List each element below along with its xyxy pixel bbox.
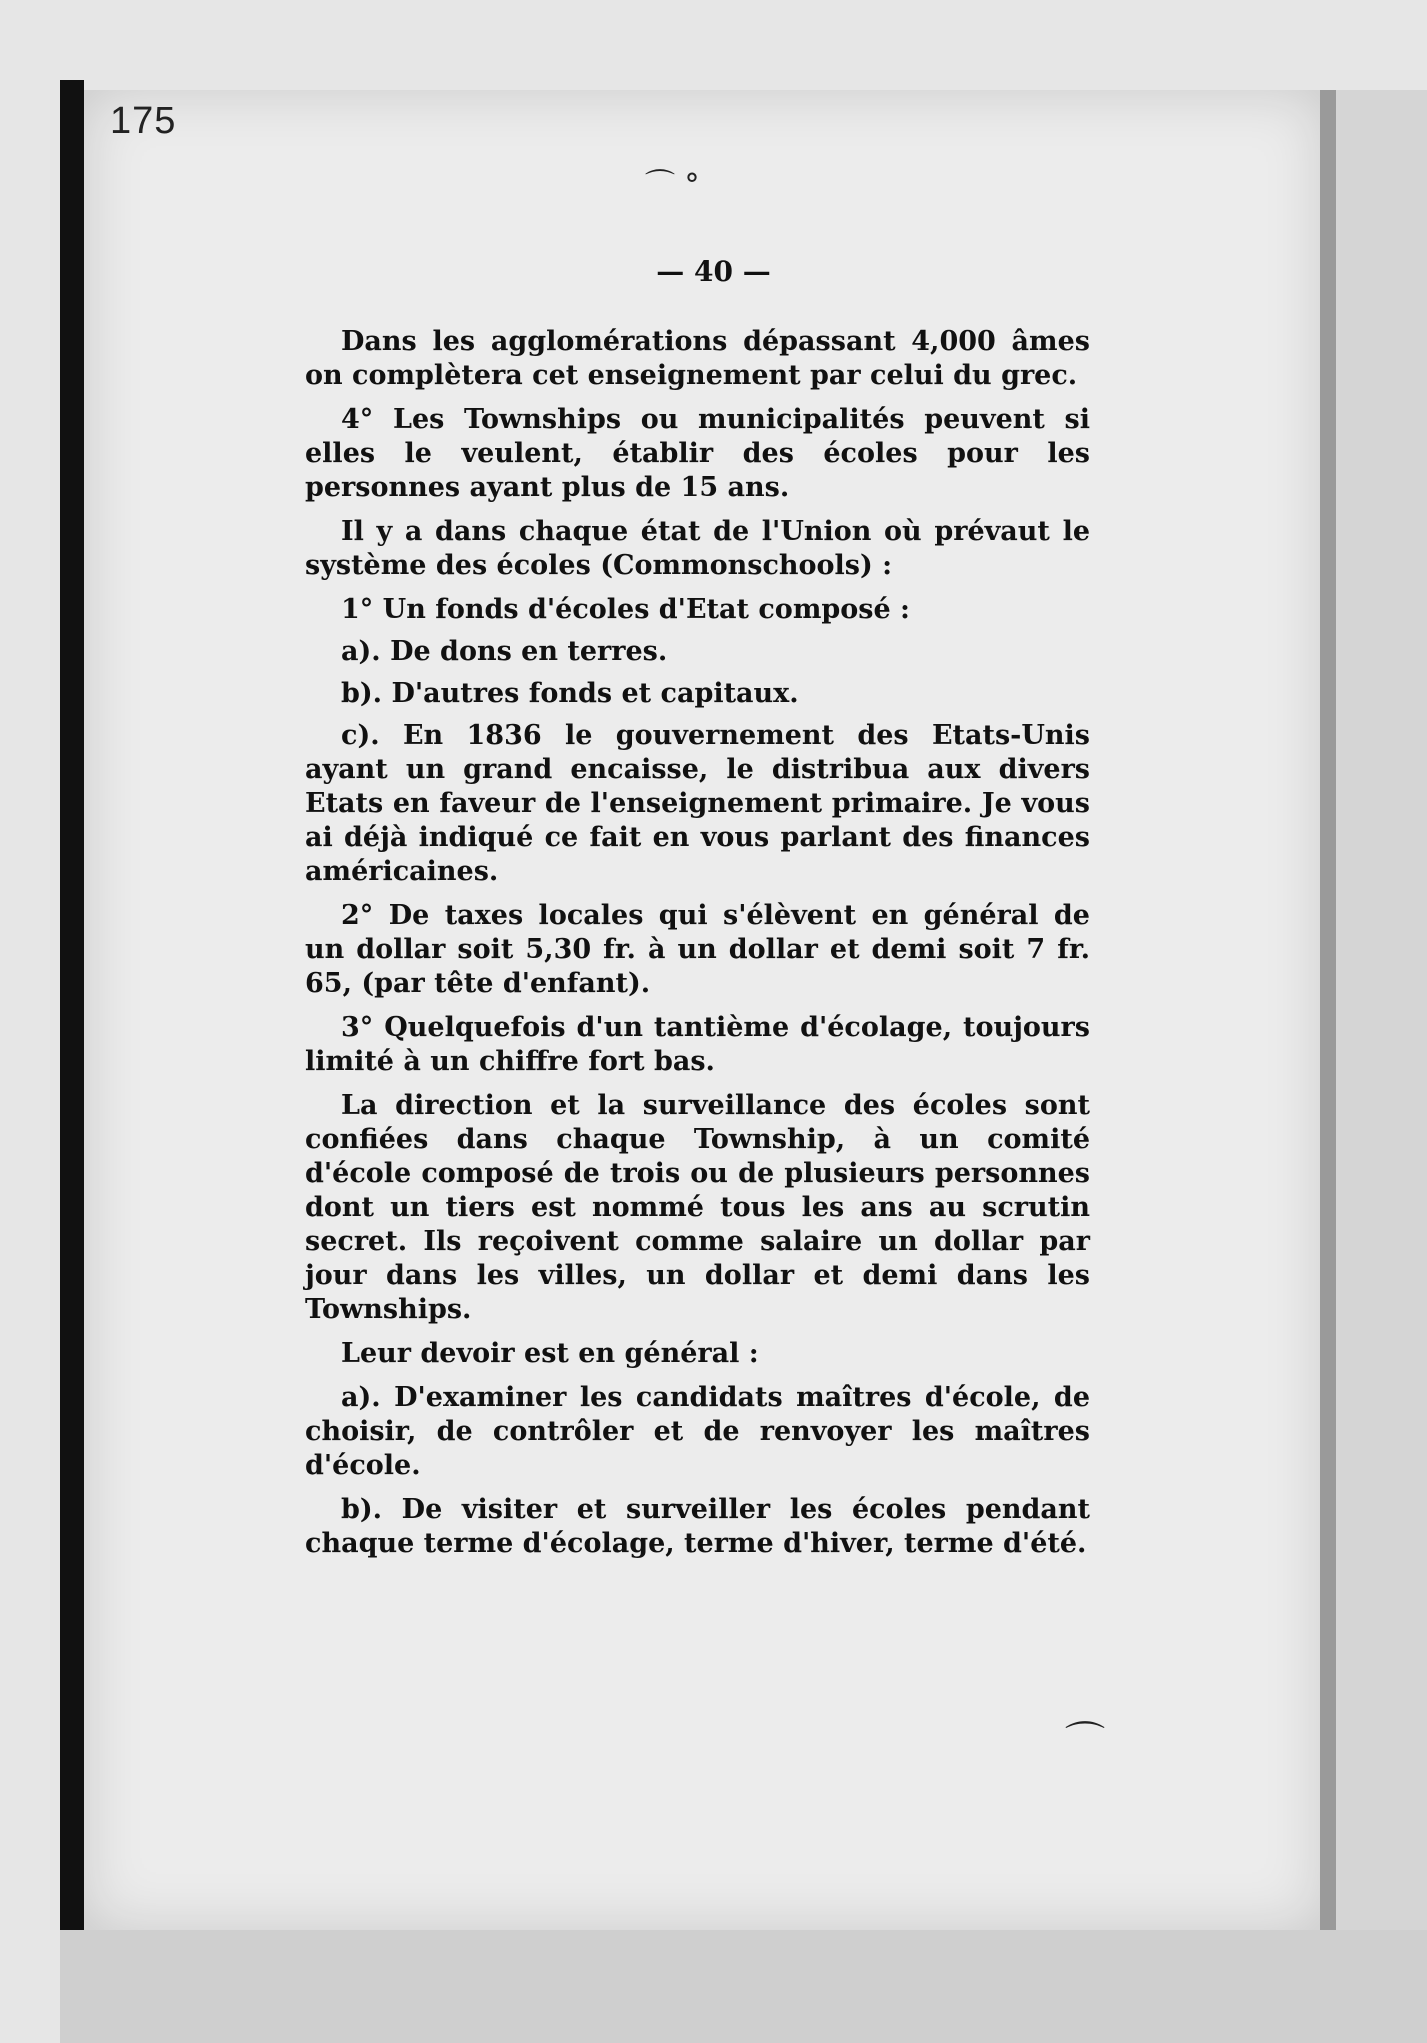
scan-bottom-margin	[60, 1930, 1427, 2043]
paragraph: Leur devoir est en général :	[341, 1338, 759, 1369]
page-number: — 40 —	[656, 255, 771, 288]
paragraph: a). D'examiner les candidats maîtres d'école, de choisir, de contrôler et de renvoyer les maîtres d'école.	[305, 1382, 1090, 1481]
paragraph: c). En 1836 le gouvernement des Etats-Unis ayant un grand encaisse, le distribua aux divers Etats en faveur de l'enseignement primaire. Je vous ai déjà indiqué ce fait en vous parlant des finances américaines.	[305, 720, 1090, 887]
paragraph: Il y a dans chaque état de l'Union où prévaut le système des écoles (Commonschools) :	[305, 516, 1090, 581]
paragraph: a). De dons en terres.	[341, 636, 668, 667]
paragraph: 2° De taxes locales qui s'élèvent en général de un dollar soit 5,30 fr. à un dollar et demi soit 7 fr. 65, (par tête d'enfant).	[305, 900, 1090, 999]
paragraph: 4° Les Townships ou municipalités peuvent si elles le veulent, établir des écoles pour les personnes ayant plus de 15 ans.	[305, 404, 1090, 503]
facing-page-edge	[1336, 90, 1427, 1930]
paragraph: b). De visiter et surveiller les écoles pendant chaque terme d'écolage, terme d'hiver, terme d'été.	[305, 1494, 1090, 1559]
stray-mark: ⌒	[1065, 1719, 1105, 1765]
stray-mark: ⌒ °	[645, 168, 700, 203]
paragraph: Dans les agglomérations dépassant 4,000 âmes on complètera cet enseignement par celui du grec.	[305, 326, 1090, 391]
paragraph: b). D'autres fonds et capitaux.	[341, 678, 799, 709]
paragraph: 3° Quelquefois d'un tantième d'écolage, toujours limité à un chiffre fort bas.	[305, 1012, 1090, 1077]
body-text	[305, 325, 1090, 1571]
page-fold	[1320, 90, 1336, 1930]
binding-edge	[60, 80, 84, 1940]
paragraph: La direction et la surveillance des écoles sont confiées dans chaque Township, à un comité d'école composé de trois ou de plusieurs personnes dont un tiers est nommé tous les ans au scrutin secret. Ils reçoivent comme salaire un dollar par jour dans les villes, un dollar et demi dans les Townships.	[305, 1090, 1090, 1325]
paragraph: 1° Un fonds d'écoles d'Etat composé :	[341, 594, 911, 625]
handwritten-folio: 175	[110, 100, 177, 142]
